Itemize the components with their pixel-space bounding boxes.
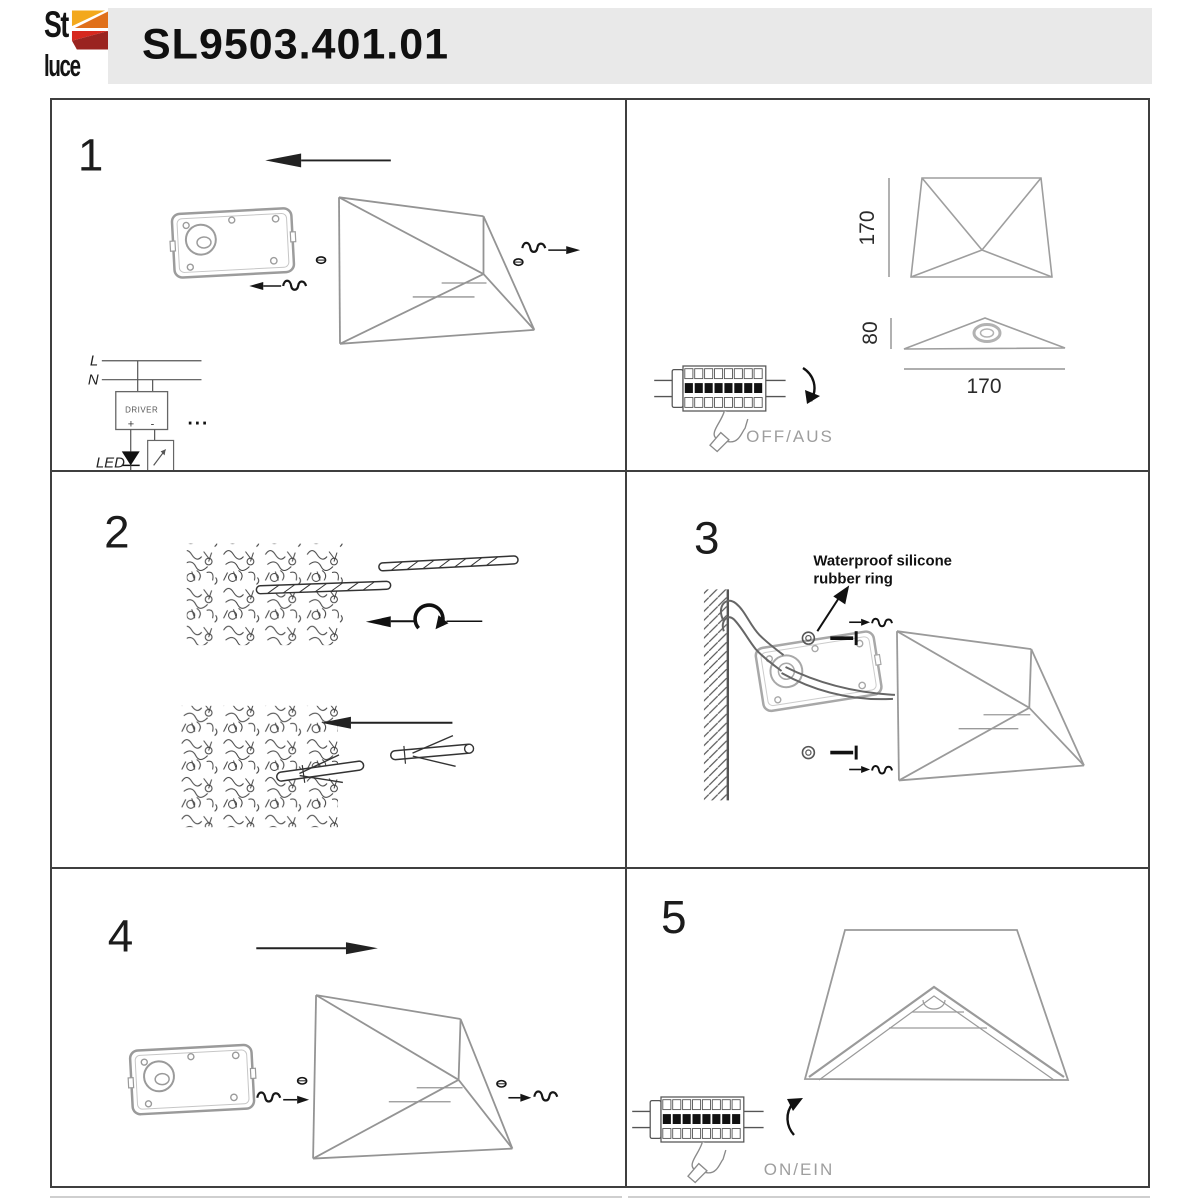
panel-step-5 — [627, 869, 1148, 1186]
annotation-line2: rubber ring — [813, 570, 893, 588]
width-dimension — [904, 369, 1065, 398]
stluce-logo-mark-icon — [71, 9, 110, 51]
page-edge-line — [628, 1196, 1150, 1198]
panel-step-3 — [627, 472, 1148, 869]
left-arrow-icon — [265, 153, 391, 167]
brand-luce-text: luce — [44, 48, 80, 83]
screw-head-icon — [298, 1078, 307, 1084]
lamp-body-drawing — [313, 995, 512, 1158]
panel-step-2 — [52, 472, 627, 869]
dimensions-drawing — [627, 100, 1148, 470]
mounting-plate-drawing — [169, 208, 298, 278]
step3-drawing — [627, 472, 1148, 867]
driver-label: DRIVER — [125, 405, 159, 415]
pointing-hand-icon — [688, 1142, 726, 1183]
screw-unscrew-icon — [249, 281, 306, 290]
header-bar — [108, 8, 1152, 84]
screw-rotation-icon — [508, 1092, 557, 1102]
minus-label: - — [150, 418, 155, 431]
circuit-breaker-strip — [632, 1097, 763, 1183]
lamp-front-view — [911, 178, 1052, 277]
mounting-plate-drawing — [127, 1044, 258, 1114]
step-number: 4 — [107, 910, 134, 962]
insert-arrow-icon — [321, 717, 452, 729]
mounting-plate-drawing — [755, 630, 886, 712]
rotate-drill-icon — [366, 605, 482, 629]
depth-value: 80 — [859, 321, 882, 345]
screw-head-icon — [514, 259, 523, 265]
brand-st-text: St — [44, 4, 68, 45]
annotation-line1: Waterproof silicone — [813, 552, 952, 570]
screw-rotation-icon — [849, 766, 892, 773]
step-number: 2 — [104, 506, 130, 558]
step5-drawing — [627, 869, 1148, 1186]
step-number: 1 — [77, 129, 104, 181]
step-number: 3 — [693, 512, 720, 564]
screw-head-icon — [317, 257, 326, 263]
rotate-on-arrow-icon — [787, 1098, 803, 1135]
panel-grid — [50, 98, 1150, 1188]
led-label: LED — [95, 454, 125, 470]
silicone-ring-icon — [802, 747, 814, 759]
drill-bit — [379, 556, 519, 571]
neutral-label: N — [87, 371, 99, 389]
lamp-bottom-view — [805, 930, 1068, 1080]
on-label: ON/EIN — [763, 1160, 835, 1179]
step4-drawing — [52, 869, 625, 1186]
live-label: L — [89, 352, 99, 370]
screw-rotation-icon — [849, 619, 892, 626]
wall-surface — [187, 544, 348, 645]
model-number: SL9503.401.01 — [142, 20, 450, 69]
screw-unscrew-icon — [522, 243, 580, 254]
lamp-body-drawing — [897, 631, 1084, 780]
dimmer-dots: ... — [187, 408, 210, 430]
plus-label: + — [127, 418, 135, 431]
panel-step-1 — [52, 100, 627, 472]
off-label: OFF/AUS — [746, 427, 834, 446]
step-number: 5 — [661, 891, 687, 943]
waterproof-ring-annotation — [813, 553, 952, 632]
step1-drawing — [52, 100, 625, 470]
wall-anchor — [389, 734, 474, 772]
stluce-logo — [44, 4, 110, 86]
pointing-hand-icon — [710, 411, 748, 452]
height-value: 170 — [856, 210, 879, 246]
step2-drawing — [52, 472, 625, 867]
height-dimension — [856, 178, 889, 277]
wiring-diagram — [88, 353, 209, 470]
lamp-body-drawing — [339, 197, 534, 343]
right-arrow-icon — [256, 942, 378, 954]
screw-drive-icon — [830, 746, 856, 760]
screw-head-icon — [497, 1081, 506, 1087]
depth-dimension — [859, 318, 891, 349]
rotate-off-arrow-icon — [803, 368, 820, 404]
lamp-side-view — [904, 318, 1065, 349]
page-edge-line — [50, 1196, 622, 1198]
panel-dimensions — [627, 100, 1148, 472]
screw-rotation-icon — [257, 1093, 309, 1104]
width-value: 170 — [966, 375, 1002, 398]
panel-step-4 — [52, 869, 627, 1186]
